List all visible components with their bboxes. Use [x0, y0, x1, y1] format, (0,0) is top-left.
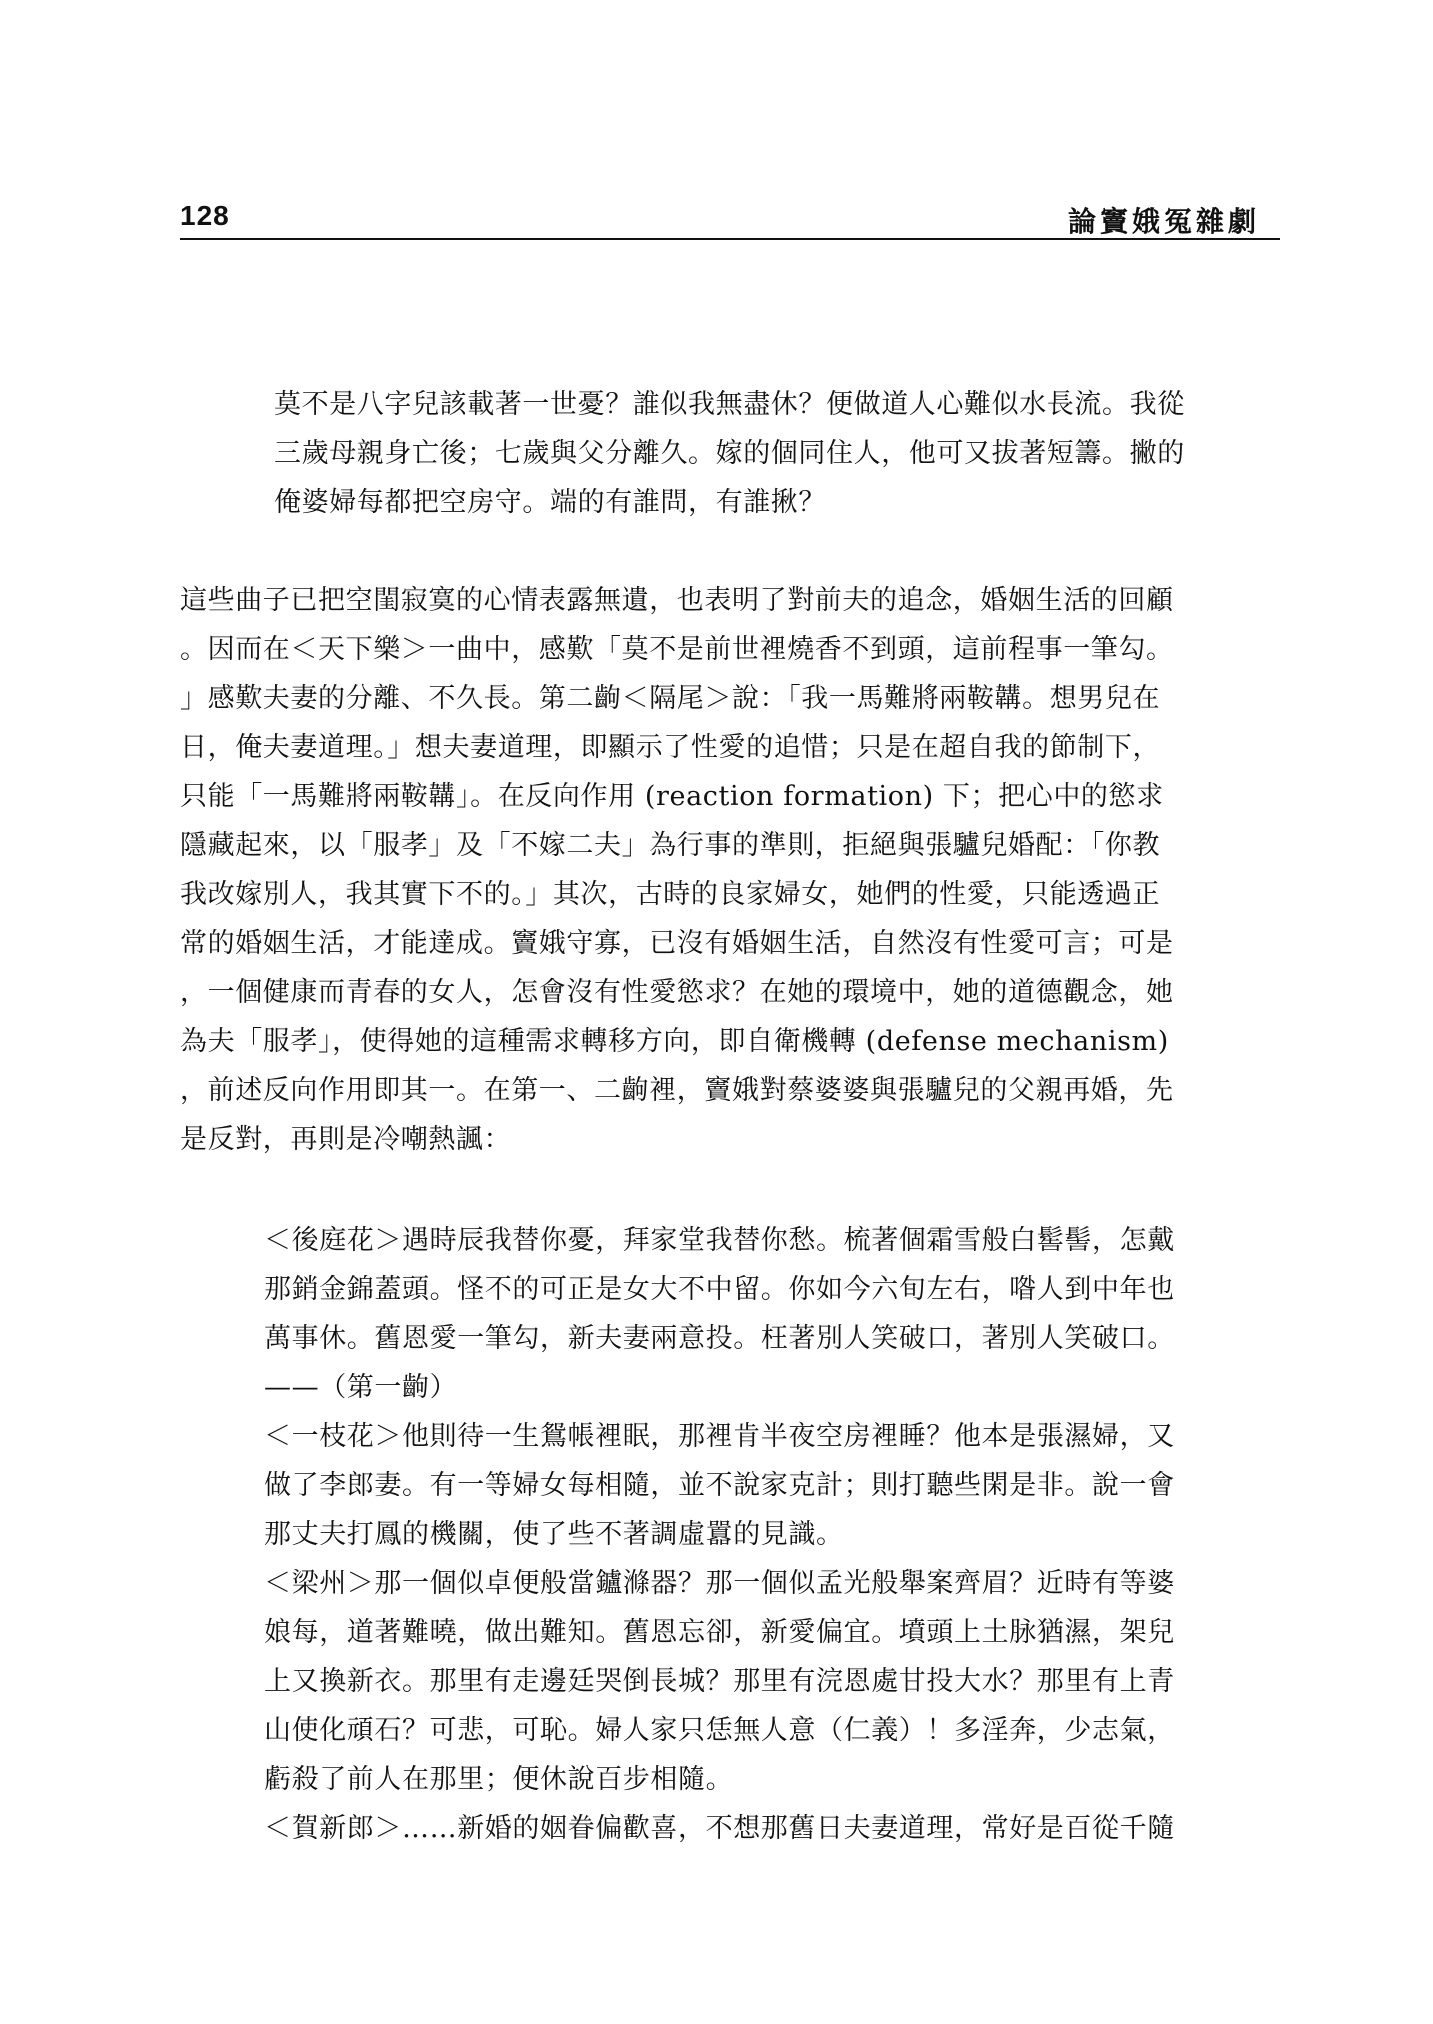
quote-line: ——（第一齣）: [264, 1372, 458, 1403]
quote-line: ＜賀新郎＞……新婚的姻眷偏歡喜，不想那舊日夫妻道理，常好是百從千隨: [264, 1813, 1175, 1844]
quote-line: 莫不是八字兒該載著一世憂？誰似我無盡休？便做道人心難似水長流。我從: [274, 389, 1185, 420]
body-line: 只能「一馬難將兩鞍韝」。在反向作用 (reaction formation) 下；把心中的慾求: [180, 781, 1164, 812]
body-line: ，一個健康而青春的女人，怎會沒有性愛慾求？在她的環境中，她的道德觀念，她: [180, 977, 1174, 1008]
header-rule: [180, 238, 1280, 240]
body-line: 日，俺夫妻道理。」想夫妻道理，即顯示了性愛的追惜；只是在超自我的節制下，: [180, 732, 1161, 763]
block-quote-1: [274, 380, 1185, 527]
quote-line: 那銷金錦蓋頭。怪不的可正是女大不中留。你如今六旬左右，喒人到中年也: [264, 1274, 1175, 1305]
quote-line: 那丈夫打鳳的機關，使了些不著調虛囂的見識。: [264, 1519, 844, 1550]
page-number: 128: [180, 200, 230, 231]
running-title: 論竇娥冤雜劇: [1067, 205, 1260, 238]
body-line: 」感歎夫妻的分離、不久長。第二齣＜隔尾＞說：「我一馬難將兩鞍韝。想男兒在: [180, 683, 1161, 714]
quote-line: 虧殺了前人在那里；便休說百步相隨。: [264, 1764, 734, 1795]
body-line: 常的婚姻生活，才能達成。竇娥守寡，已沒有婚姻生活，自然沒有性愛可言；可是: [180, 928, 1174, 959]
body-paragraph: [180, 576, 1174, 1164]
quote-line: 三歲母親身亡後；七歲與父分離久。嫁的個同住人，他可又拔著短籌。撇的: [274, 438, 1185, 469]
quote-line: 娘每，道著難曉，做出難知。舊恩忘卻，新愛偏宜。墳頭上土脉猶濕，架兒: [264, 1617, 1175, 1648]
quote-line: 萬事休。舊恩愛一筆勾，新夫妻兩意投。枉著別人笑破口，著別人笑破口。: [264, 1323, 1175, 1354]
body-line: 是反對，再則是冷嘲熱諷：: [180, 1124, 512, 1155]
body-line: ，前述反向作用即其一。在第一、二齣裡，竇娥對蔡婆婆與張驢兒的父親再婚，先: [180, 1075, 1174, 1106]
body-line: 我改嫁別人，我其實下不的。」其次，古時的良家婦女，她們的性愛，只能透過正: [180, 879, 1161, 910]
body-line: 。因而在＜天下樂＞一曲中，感歎「莫不是前世裡燒香不到頭，這前程事一筆勾。: [180, 634, 1174, 665]
quote-line: 上又換新衣。那里有走邊廷哭倒長城？那里有浣恩處甘投大水？那里有上青: [264, 1666, 1175, 1697]
page-header: [180, 200, 1280, 240]
body-line: 這些曲子已把空閨寂寞的心情表露無遺，也表明了對前夫的追念，婚姻生活的回顧: [180, 585, 1174, 616]
quote-line: 俺婆婦每都把空房守。端的有誰問，有誰揪？: [274, 487, 826, 518]
quote-line: 山使化頑石？可悲，可恥。婦人家只恁無人意（仁義）！多淫奔，少志氣，: [264, 1715, 1175, 1746]
block-quote-2: [264, 1216, 1175, 1853]
quote-line: ＜一枝花＞他則待一生鴛帳裡眠，那裡肯半夜空房裡睡？他本是張濕婦，又: [264, 1421, 1175, 1452]
quote-line: ＜梁州＞那一個似卓便般當鑪滌器？那一個似孟光般舉案齊眉？近時有等婆: [264, 1568, 1175, 1599]
quote-line: ＜後庭花＞遇時辰我替你憂，拜家堂我替你愁。梳著個霜雪般白䯻髻，怎戴: [264, 1225, 1175, 1256]
quote-line: 做了李郎妻。有一等婦女每相隨，並不說家克計；則打聽些閑是非。說一會: [264, 1470, 1175, 1501]
body-line: 隱藏起來，以「服孝」及「不嫁二夫」為行事的準則，拒絕與張驢兒婚配：「你教: [180, 830, 1161, 861]
body-line: 為夫「服孝」，使得她的這種需求轉移方向，即自衛機轉 (defense mechanism): [180, 1026, 1169, 1057]
